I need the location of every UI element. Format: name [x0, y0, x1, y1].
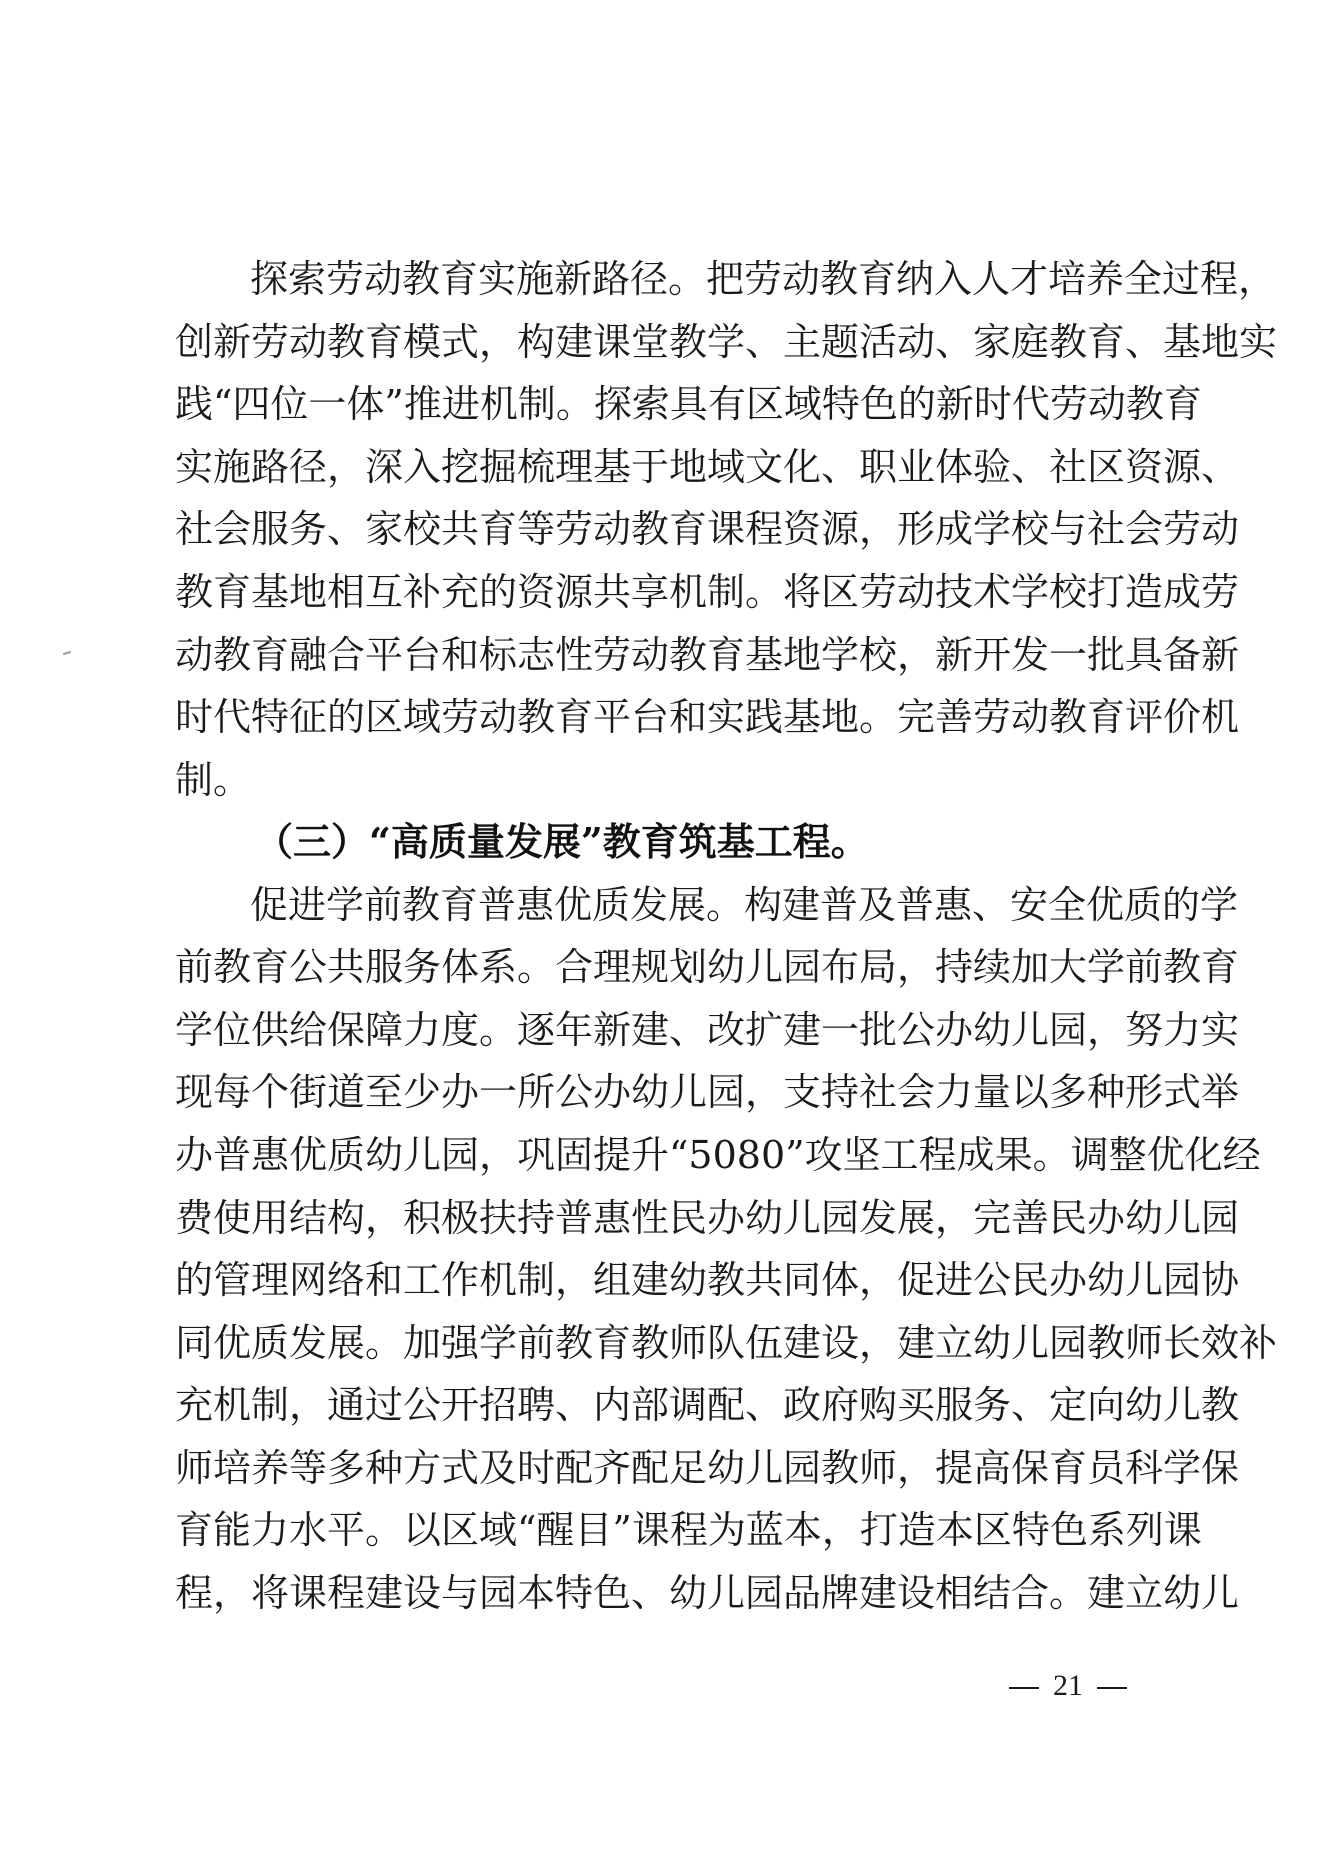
paragraph-1-line-1: 探索劳动教育实施新路径。把劳动教育纳入人才培养全过程， — [250, 257, 1277, 301]
page-number-value: 21 — [1053, 1669, 1083, 1702]
paragraph-1-line-5: 社会服务、家校共育等劳动教育课程资源，形成学校与社会劳动 — [175, 507, 1240, 551]
page-number — [995, 1668, 1141, 1704]
paragraph-1-line-2: 创新劳动教育模式，构建课堂教学、主题活动、家庭教育、基地实 — [175, 320, 1278, 364]
paragraph-2-line-4: 现每个街道至少办一所公办幼儿园，支持社会力量以多种形式举 — [175, 1070, 1240, 1114]
page-number-dash-left — [1009, 1687, 1039, 1689]
paragraph-2-line-12: 程，将课程建设与园本特色、幼儿园品牌建设相结合。建立幼儿 — [175, 1571, 1240, 1615]
paragraph-1-line-8: 时代特征的区域劳动教育平台和实践基地。完善劳动教育评价机 — [175, 695, 1240, 739]
paragraph-2-line-3: 学位供给保障力度。逐年新建、改扩建一批公办幼儿园，努力实 — [175, 1008, 1240, 1052]
paragraph-2-line-1: 促进学前教育普惠优质发展。构建普及普惠、安全优质的学 — [250, 883, 1239, 927]
paragraph-1-line-7: 动教育融合平台和标志性劳动教育基地学校，新开发一批具备新 — [175, 633, 1240, 677]
paragraph-2-line-11: 育能力水平。以区域“醒目”课程为蓝本，打造本区特色系列课 — [175, 1508, 1202, 1552]
page-number-dash-right — [1097, 1687, 1127, 1689]
paragraph-2-line-7: 的管理网络和工作机制，组建幼教共同体，促进公民办幼儿园协 — [175, 1258, 1240, 1302]
paragraph-1-line-3: 践“四位一体”推进机制。探索具有区域特色的新时代劳动教育 — [175, 382, 1202, 426]
paragraph-2-line-8: 同优质发展。加强学前教育教师队伍建设，建立幼儿园教师长效补 — [175, 1321, 1278, 1365]
section-heading: （三）“高质量发展”教育筑基工程。 — [255, 819, 869, 864]
paragraph-1-line-6: 教育基地相互补充的资源共享机制。将区劳动技术学校打造成劳 — [175, 570, 1240, 614]
scan-artifact-mark — [63, 651, 71, 655]
paragraph-1-line-9: 制。 — [175, 758, 252, 802]
paragraph-2-line-6: 费使用结构，积极扶持普惠性民办幼儿园发展，完善民办幼儿园 — [175, 1196, 1240, 1240]
paragraph-1-line-4: 实施路径，深入挖掘梳理基于地域文化、职业体验、社区资源、 — [175, 445, 1240, 489]
paragraph-2-line-9: 充机制，通过公开招聘、内部调配、政府购买服务、定向幼儿教 — [175, 1383, 1240, 1427]
paragraph-2-line-2: 前教育公共服务体系。合理规划幼儿园布局，持续加大学前教育 — [175, 945, 1240, 989]
paragraph-2-line-10: 师培养等多种方式及时配齐配足幼儿园教师，提高保育员科学保 — [175, 1446, 1240, 1490]
paragraph-2-line-5: 办普惠优质幼儿园，巩固提升“5080”攻坚工程成果。调整优化经 — [175, 1133, 1261, 1177]
